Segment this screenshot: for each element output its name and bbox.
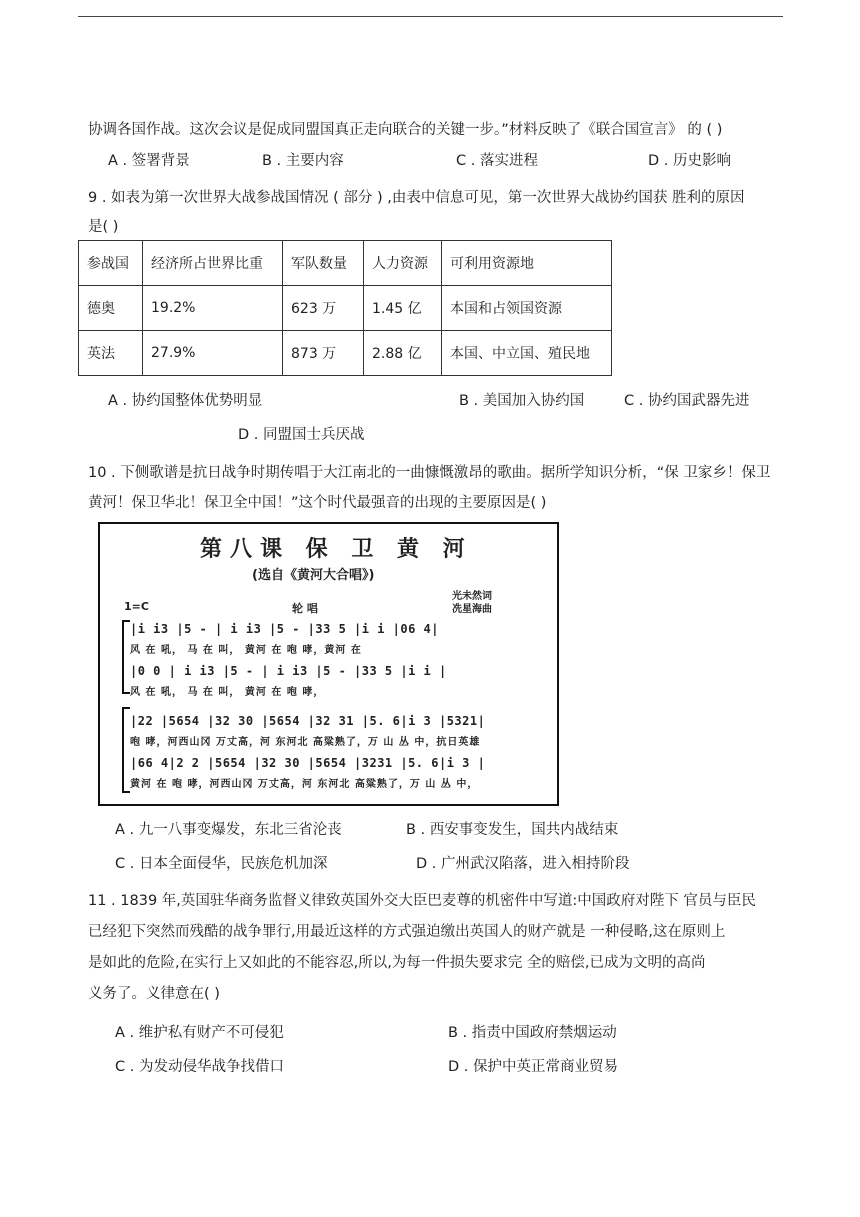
q9-option-b[interactable]: B . 美国加入协约国: [459, 393, 585, 409]
score-brace-top: [122, 620, 130, 694]
table-row: [79, 331, 612, 376]
q11-option-a[interactable]: A . 维护私有财产不可侵犯: [115, 1025, 284, 1041]
table-header-cell: 可利用资源地: [442, 241, 612, 286]
score-brace-bottom: [122, 707, 130, 793]
q9-stem-line2: 是( ): [88, 219, 119, 235]
table-cell: 1.45 亿: [364, 286, 442, 331]
score-notes-line: |0 0 | i i3 |5 - | i i3 |5 - |33 5 |i i |: [130, 664, 447, 678]
table-header-cell: 军队数量: [283, 241, 364, 286]
table-header-cell: 人力资源: [364, 241, 442, 286]
q9-option-a[interactable]: A . 协约国整体优势明显: [108, 393, 263, 409]
q8-stem: 协调各国作战。这次会议是促成同盟国真正走向联合的关键一步。”材料反映了《联合国宣言》 的 ( ): [88, 122, 723, 138]
score-mode: 轮 唱: [292, 602, 318, 615]
q11-stem-line4: 义务了。义律意在( ): [88, 986, 220, 1002]
q10-option-a[interactable]: A . 九一八事变爆发，东北三省沦丧: [115, 822, 342, 838]
table-cell: 27.9%: [143, 331, 283, 376]
q8-option-b[interactable]: B . 主要内容: [262, 153, 344, 169]
score-notes-line: |66 4|2 2 |5654 |32 30 |5654 |3231 |5. 6|i 3 |: [130, 756, 486, 770]
q8-option-a[interactable]: A . 签署背景: [108, 153, 190, 169]
q9-stem-line1: 9 . 如表为第一次世界大战参战国情况 ( 部分 ) ,由表中信息可见，第一次世界大战协约国获 胜利的原因: [88, 190, 745, 206]
q10-option-c[interactable]: C . 日本全面侵华，民族危机加深: [115, 856, 328, 872]
table-cell: 本国和占领国资源: [442, 286, 612, 331]
q11-option-b[interactable]: B . 指责中国政府禁烟运动: [448, 1025, 617, 1041]
table-cell: 19.2%: [143, 286, 283, 331]
q9-option-c[interactable]: C . 协约国武器先进: [624, 393, 750, 409]
score-lyricist: 光未然词: [452, 591, 492, 602]
q8-option-d[interactable]: D . 历史影响: [648, 153, 731, 169]
q11-option-d[interactable]: D . 保护中英正常商业贸易: [448, 1059, 618, 1075]
q10-option-d[interactable]: D . 广州武汉陷落，进入相持阶段: [416, 856, 630, 872]
table-cell: 英法: [79, 331, 143, 376]
q10-option-b[interactable]: B . 西安事变发生，国共内战结束: [406, 822, 619, 838]
score-notes-line: |22 |5654 |32 30 |5654 |32 31 |5. 6|i 3 |5321|: [130, 714, 486, 728]
q11-stem-line3: 是如此的危险,在实行上又如此的不能容忍,所以,为每一件损失要求完 全的赔偿,已成为文明的高尚: [88, 955, 706, 971]
q8-option-c[interactable]: C . 落实进程: [456, 153, 538, 169]
score-lyrics-line: 风 在 吼， 马 在 叫， 黄河 在 咆 哮，黄河 在: [130, 645, 362, 656]
table-cell: 2.88 亿: [364, 331, 442, 376]
q11-stem-line2: 已经犯下突然而残酷的战争罪行,用最近这样的方式强迫缴出英国人的财产就是 一种侵略,这在原则上: [88, 924, 726, 940]
score-lyrics-line: 风 在 吼， 马 在 叫， 黄河 在 咆 哮，: [130, 687, 325, 698]
q10-stem-line2: 黄河！保卫华北！保卫全中国！”这个时代最强音的出现的主要原因是( ): [88, 495, 547, 511]
score-subtitle: (选自《黄河大合唱》): [252, 568, 375, 583]
table-header-cell: 参战国: [79, 241, 143, 286]
score-composer: 冼星海曲: [452, 604, 492, 615]
header-rule: [78, 16, 783, 17]
table-header-row: [79, 241, 612, 286]
table-cell: 本国、中立国、殖民地: [442, 331, 612, 376]
score-notes-line: |i i3 |5 - | i i3 |5 - |33 5 |i i |06 4|: [130, 622, 439, 636]
song-score-image: [98, 522, 559, 806]
score-credits: [452, 590, 492, 616]
score-lyrics-line: 咆 哮，河西山冈 万丈高，河 东河北 高粱熟了，万 山 丛 中，抗日英雄: [130, 737, 481, 748]
score-title: 第八课 保 卫 黄 河: [200, 536, 473, 562]
table-cell: 德奥: [79, 286, 143, 331]
table-cell: 873 万: [283, 331, 364, 376]
q9-table: [78, 240, 612, 376]
table-header-cell: 经济所占世界比重: [143, 241, 283, 286]
q11-option-c[interactable]: C . 为发动侵华战争找借口: [115, 1059, 284, 1075]
q10-stem-line1: 10 . 下侧歌谱是抗日战争时期传唱于大江南北的一曲慷慨激昂的歌曲。据所学知识分析，“保 卫家乡！保卫: [88, 465, 771, 481]
q11-stem-line1: 11 . 1839 年,英国驻华商务监督义律致英国外交大臣巴麦尊的机密件中写道:中国政府对陛下 官员与臣民: [88, 893, 756, 909]
q9-option-d[interactable]: D . 同盟国士兵厌战: [238, 427, 365, 443]
table-row: [79, 286, 612, 331]
score-key: 1=C: [124, 600, 149, 613]
score-lyrics-line: 黄河 在 咆 哮，河西山冈 万丈高，河 东河北 高粱熟了，万 山 丛 中，: [130, 779, 479, 790]
table-cell: 623 万: [283, 286, 364, 331]
